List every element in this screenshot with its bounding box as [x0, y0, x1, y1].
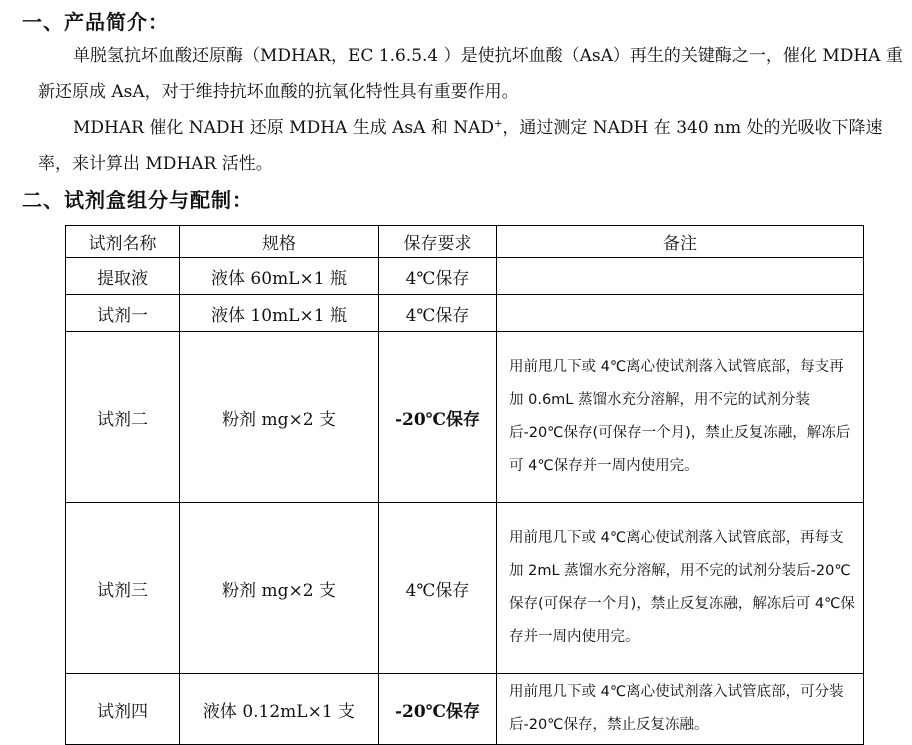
header-storage: 保存要求	[379, 226, 497, 258]
reagent-note: 用前甩几下或 4℃离心使试剂落入试管底部，每支再加 0.6mL 蒸馏水充分溶解，用不完的试剂分装后-20℃保存(可保存一个月)，禁止反复冻融，解冻后可 4℃保存并一周内使用完。	[497, 332, 864, 503]
reagent-spec: 粉剂 mg×2 支	[180, 503, 379, 674]
reagent-storage: -20℃保存	[379, 674, 497, 745]
reagent-name: 提取液	[66, 258, 180, 295]
table-header-row	[66, 226, 864, 258]
reagent-note	[497, 295, 864, 332]
intro-paragraph-2	[38, 110, 906, 182]
reagent-table	[65, 225, 864, 745]
table-row	[66, 258, 864, 295]
reagent-spec: 液体 0.12mL×1 支	[180, 674, 379, 745]
reagent-spec: 液体 10mL×1 瓶	[180, 295, 379, 332]
superscript-plus: +	[493, 118, 503, 130]
reagent-note	[497, 258, 864, 295]
reagent-storage: 4℃保存	[379, 295, 497, 332]
table-row	[66, 503, 864, 674]
header-spec: 规格	[180, 226, 379, 258]
header-reagent-name: 试剂名称	[66, 226, 180, 258]
section-heading-kit: 二、试剂盒组分与配制：	[22, 188, 253, 212]
reagent-name: 试剂三	[66, 503, 180, 674]
reagent-name: 试剂四	[66, 674, 180, 745]
intro-paragraph-1: 单脱氢抗坏血酸还原酶（MDHAR，EC 1.6.5.4 ）是使抗坏血酸（AsA）再生的关键酶之一，催化 MDHA 重新还原成 AsA，对于维持抗坏血酸的抗氧化特性具有重要作用。	[38, 46, 903, 102]
table-row	[66, 674, 864, 745]
reagent-spec: 粉剂 mg×2 支	[180, 332, 379, 503]
reagent-note: 用前甩几下或 4℃离心使试剂落入试管底部，再每支加 2mL 蒸馏水充分溶解，用不完的试剂分装后-20℃保存(可保存一个月)，禁止反复冻融，解冻后可 4℃保存并一周内使用完。	[497, 503, 864, 674]
reagent-name: 试剂一	[66, 295, 180, 332]
section-heading-intro: 一、产品简介：	[22, 10, 169, 34]
reagent-name: 试剂二	[66, 332, 180, 503]
reagent-storage: -20℃保存	[379, 332, 497, 503]
reagent-note: 用前甩几下或 4℃离心使试剂落入试管底部，可分装后-20℃保存，禁止反复冻融。	[497, 674, 864, 745]
intro-paragraph-2-rest: ，通过测定 NADH 在 340 nm 处的光吸收下降速率，来计算出 MDHAR 活性。	[38, 118, 883, 174]
table-row	[66, 332, 864, 503]
reagent-spec: 液体 60mL×1 瓶	[180, 258, 379, 295]
reagent-storage: 4℃保存	[379, 503, 497, 674]
reagent-storage: 4℃保存	[379, 258, 497, 295]
intro-paragraph-2-main: MDHAR 催化 NADH 还原 MDHA 生成 AsA 和 NAD	[73, 118, 494, 138]
table-row	[66, 295, 864, 332]
header-note: 备注	[497, 226, 864, 258]
